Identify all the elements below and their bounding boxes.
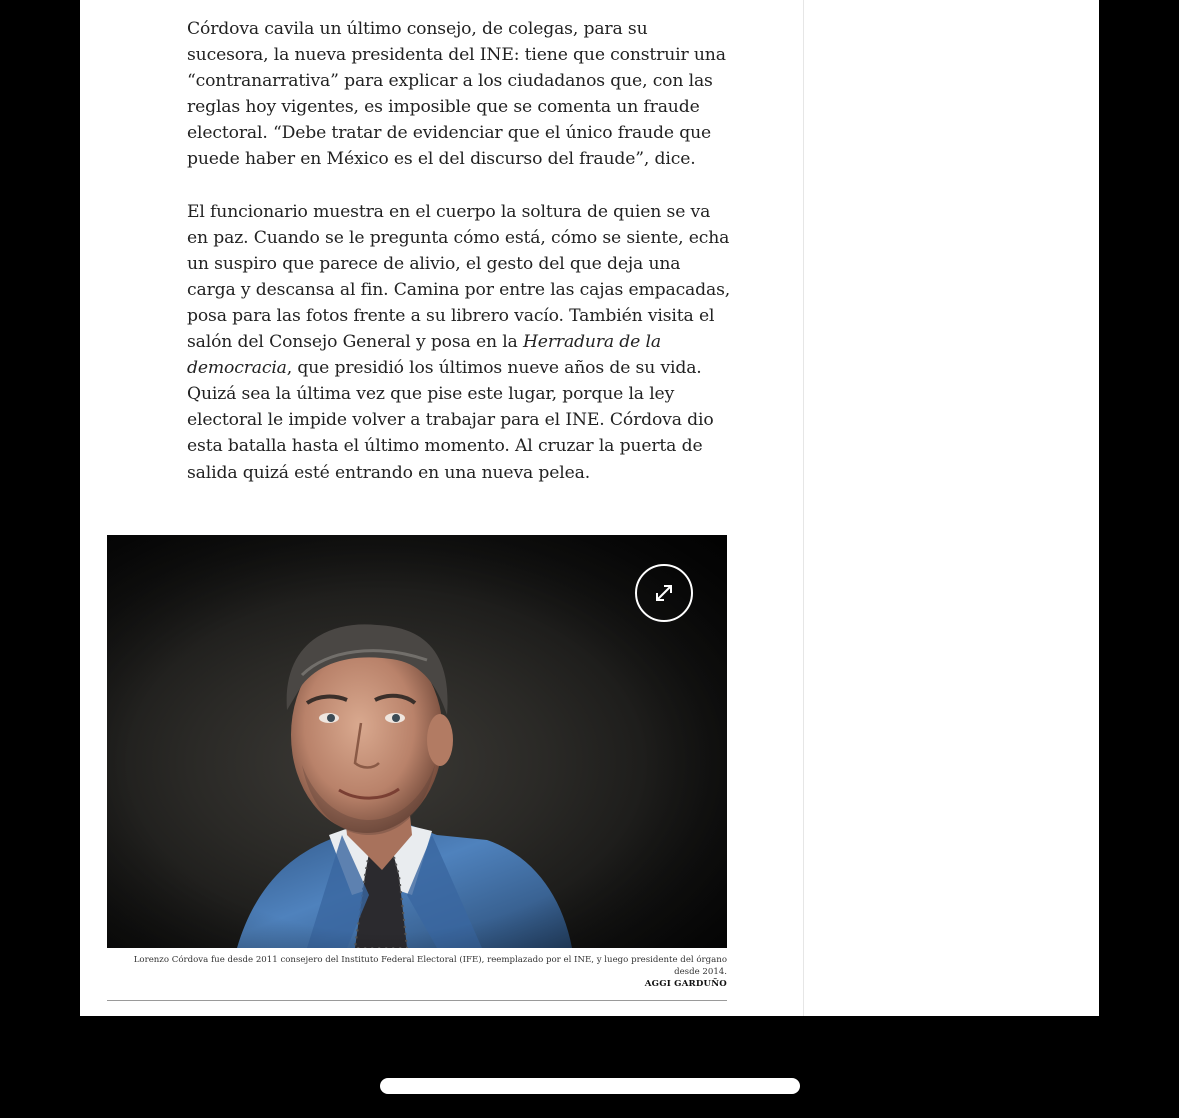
portrait-illustration: [107, 535, 727, 948]
article-paragraph-2: [187, 199, 732, 486]
home-indicator[interactable]: [380, 1078, 800, 1094]
photo-caption: Lorenzo Córdova fue desde 2011 consejero del Instituto Federal Electoral (IFE), reemplazado por el INE, y luego presidente del órgano desde 2014.: [133, 955, 727, 977]
expand-arrows-icon: [650, 579, 678, 607]
article-page: [80, 0, 1099, 1016]
article-paragraph-1: Córdova cavila un último consejo, de colegas, para su sucesora, la nueva presidenta del INE: tiene que construir una “contranarrativa” para explicar a los ciudadanos que, con las reglas hoy vigentes, es imposible que se comenta un fraude electoral. “Debe tratar de evidenciar que el único fraude que puede haber en México es el del discurso del fraude”, dice.: [187, 19, 726, 170]
portrait-photo[interactable]: [107, 535, 727, 948]
article-body: [187, 16, 732, 512]
paragraph-2-text-start: El funcionario muestra en el cuerpo la soltura de quien se va en paz. Cuando se le pregunta cómo está, cómo se siente, echa un suspiro que parece de alivio, el gesto del que deja una carga y descansa al fin. Camina por entre las cajas empacadas, posa para las fotos frente a su librero vacío. También visita el salón del Consejo General y posa en la: [187, 201, 731, 353]
sidebar-divider: [803, 0, 804, 1016]
paragraph-2-italic: Herradura de la democracia: [187, 332, 661, 379]
caption-divider: [107, 1000, 727, 1001]
photo-credit: AGGI GARDUÑO: [644, 979, 727, 989]
expand-photo-button[interactable]: [635, 564, 693, 622]
article-figure: [107, 535, 727, 1001]
paragraph-2-text-end: , que presidió los últimos nueve años de su vida. Quizá sea la última vez que pise este lugar, porque la ley electoral le impide volver a trabajar para el INE. Córdova dio esta batalla hasta el último momento. Al cruzar la puerta de salida quizá esté entrando en una nueva pelea.: [187, 358, 714, 483]
photo-vignette: [107, 535, 727, 948]
